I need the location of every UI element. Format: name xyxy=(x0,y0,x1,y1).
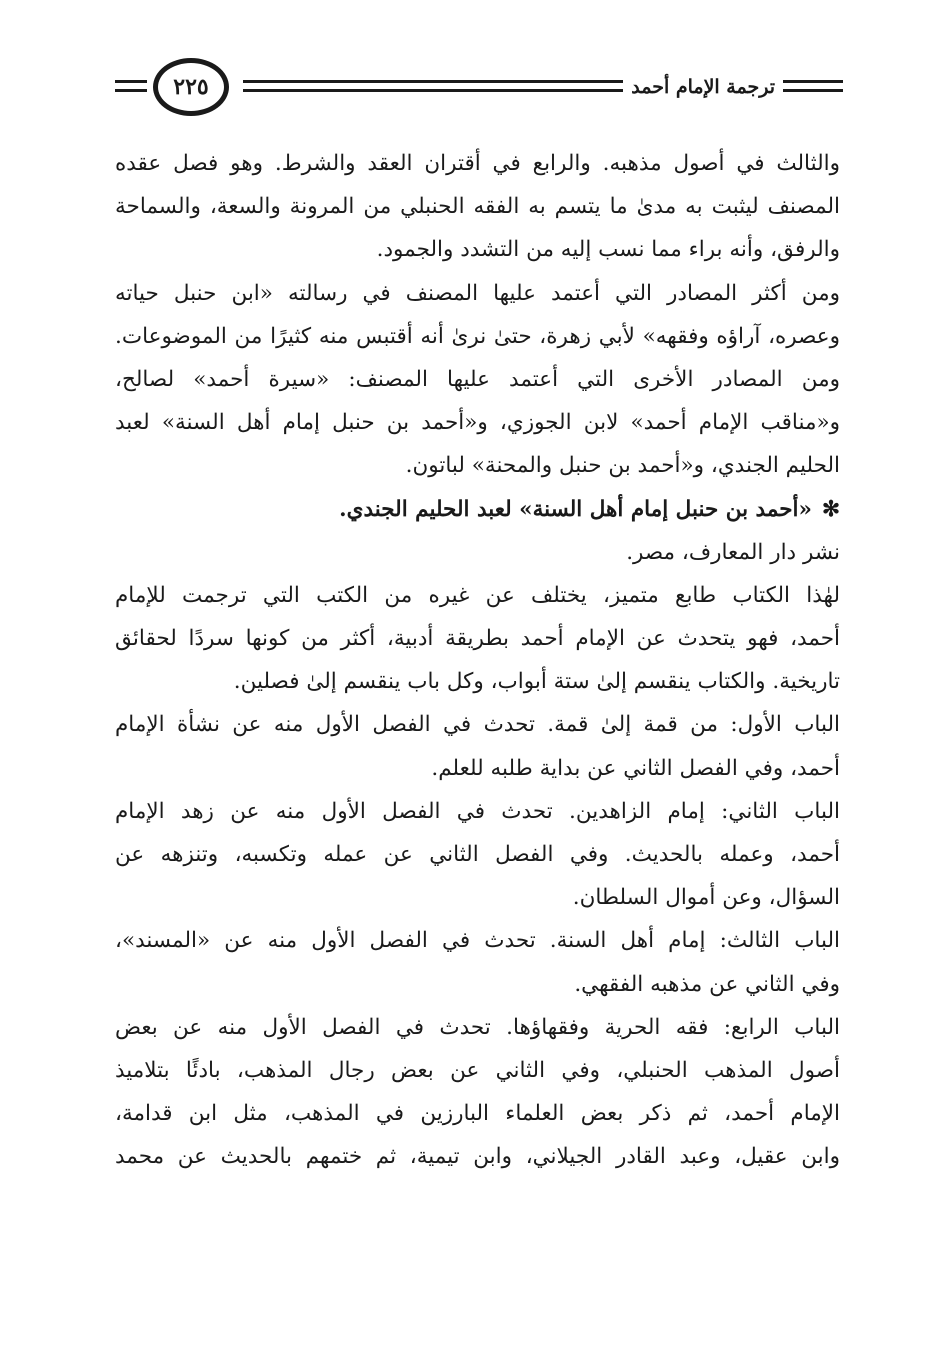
text-line: أحمد، وعمله بالحديث. وفي الفصل الثاني عن عمله وتكسبه، وتنزهه عن xyxy=(115,842,840,867)
text-line: الباب الثالث: إمام أهل السنة. تحدث في الفصل الأول منه عن «المسند»، xyxy=(115,928,840,954)
body-text xyxy=(115,142,840,1179)
section-heading-text: «أحمد بن حنبل إمام أهل السنة» لعبد الحليم الجندي. xyxy=(339,496,812,522)
text-line: ومن المصادر الأخرى التي أعتمد عليها المصنف: «سيرة أحمد» لصالح، xyxy=(115,366,840,392)
text-line: الباب الرابع: فقه الحرية وفقهاؤها. تحدث في الفصل الأول منه عن بعض xyxy=(115,1014,840,1040)
text-line: أحمد، وفي الفصل الثاني عن بداية طلبه للعلم. xyxy=(431,755,840,781)
text-line: ومن أكثر المصادر التي أعتمد عليها المصنف في رسالته «ابن حنبل حياته xyxy=(115,280,840,306)
page-number-badge: ٢٢٥ xyxy=(153,58,229,116)
header-rule-left xyxy=(115,80,147,92)
text-line: الباب الثاني: إمام الزاهدين. تحدث في الفصل الأول منه عن زهد الإمام xyxy=(115,798,840,824)
asterisk-icon: ✻ xyxy=(821,496,840,522)
text-line: أحمد، فهو يتحدث عن الإمام أحمد بطريقة أدبية، أكثر من كونها سردًا لحقائق xyxy=(115,626,840,652)
text-line: الإمام أحمد، ثم ذكر بعض العلماء البارزين في المذهب، مثل ابن قدامة، xyxy=(115,1101,840,1127)
text-line: وابن عقيل، وعبد القادر الجيلاني، وابن تيمية، ثم ختمهم بالحديث عن محمد xyxy=(115,1144,840,1170)
text-line: لهٰذا الكتاب طابع متميز، يختلف عن غيره من الكتب التي ترجمت للإمام xyxy=(115,582,840,608)
text-line: المصنف ليثبت به مدىٰ ما يتسم به الفقه الحنبلي من المرونة والسعة، والسماحة xyxy=(115,194,840,220)
text-line: الحليم الجندي، و«أحمد بن حنبل والمحنة» لباتون. xyxy=(405,453,840,479)
text-line: والثالث في أصول مذهبه. والرابع في أقتران العقد والشرط. وهو فصل عقده xyxy=(115,151,840,176)
text-line: أصول المذهب الحنبلي، وفي الثاني عن بعض رجال المذهب، بادئًا بتلاميذ xyxy=(115,1057,840,1083)
text-line: نشر دار المعارف، مصر. xyxy=(626,539,840,565)
text-line: والرفق، وأنه براء مما نسب إليه من التشدد والجمود. xyxy=(376,237,840,263)
text-line: وفي الثاني عن مذهبه الفقهي. xyxy=(574,971,840,997)
text-line: تاريخية. والكتاب ينقسم إلىٰ ستة أبواب، وكل باب ينقسم إلىٰ فصلين. xyxy=(233,669,840,695)
text-line: السؤال، وعن أموال السلطان. xyxy=(572,885,840,911)
text-line: و«مناقب الإمام أحمد» لابن الجوزي، و«أحمد بن حنبل إمام أهل السنة» لعبد xyxy=(115,410,840,436)
page-header xyxy=(115,58,843,130)
text-line: الباب الأول: من قمة إلىٰ قمة. تحدث في الفصل الأول منه عن نشأة الإمام xyxy=(115,712,840,738)
section-heading xyxy=(115,488,840,531)
text-line: وعصره، آراؤه وفقهه» لأبي زهرة، حتىٰ نرىٰ أنه أقتبس منه كثيرًا من الموضوعات. xyxy=(115,323,840,349)
running-title: ترجمة الإمام أحمد xyxy=(623,76,783,98)
